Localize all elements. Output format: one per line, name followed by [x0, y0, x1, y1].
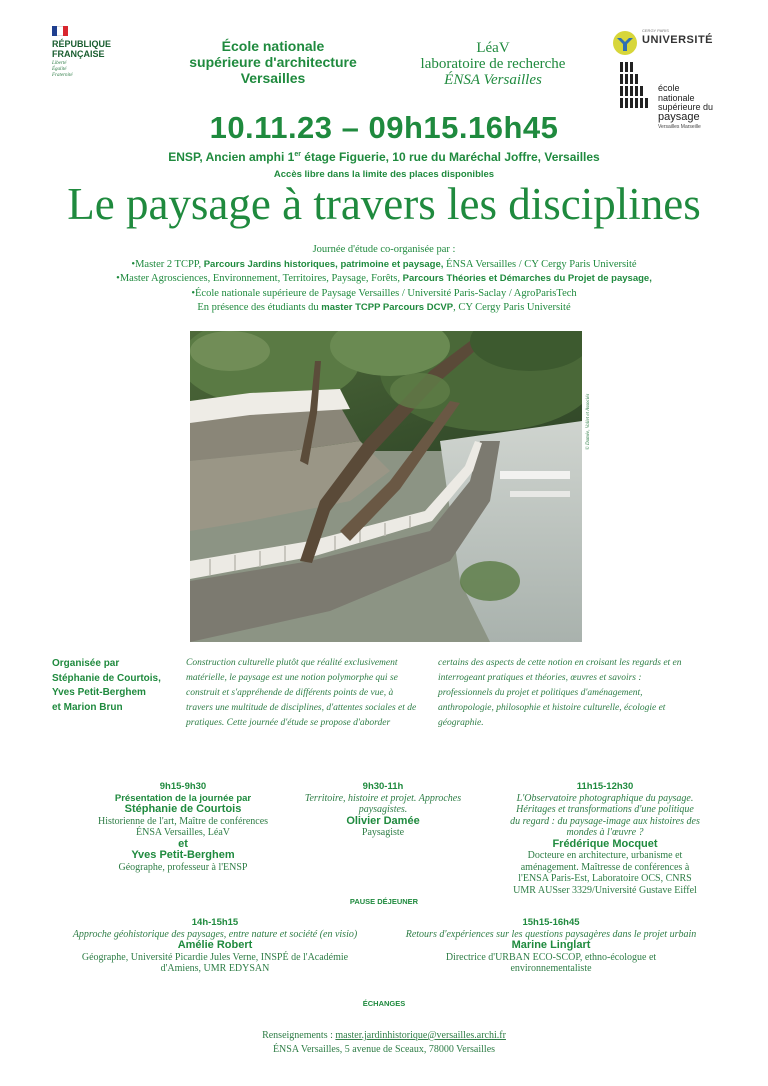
slot1-desc1b: ÉNSA Versailles, LéaV	[136, 827, 230, 838]
slot5-desc-b: environnementaliste	[510, 963, 592, 974]
cy-small-text: CERGY PARIS	[642, 28, 669, 33]
slot3-desc-d: UMR AUSser 3329/Université Gustave Eiffel	[513, 884, 697, 896]
footer	[0, 1029, 768, 1056]
slot5-title: Retours d'expériences sur les questions paysagères dans le projet urbain	[405, 928, 697, 940]
cy-logo-icon	[612, 30, 638, 56]
event-title: Le paysage à travers les disciplines	[67, 179, 701, 229]
slot1-desc2: Géographe, professeur à l'ENSP	[118, 861, 248, 873]
slot5-desc-a: Directrice d'URBAN ECO-SCOP, ethno-écologue et	[445, 951, 657, 963]
slot3-title-d: mondes à l'œuvre ?	[566, 827, 644, 838]
org-l1-a: •Master 2 TCPP,	[131, 258, 204, 270]
cy-name: UNIVERSITÉ	[642, 34, 714, 46]
republique-francaise-logo	[52, 26, 132, 79]
program-slot-3	[490, 781, 720, 896]
rf-motto-line3: Fraternité	[52, 73, 73, 78]
leav-line1: LéaV	[476, 40, 510, 56]
ensp-line1: école	[658, 83, 680, 93]
slot1-desc1a: Historienne de l'art, Maître de conférences	[97, 815, 269, 827]
slot2-title-a: Territoire, histoire et projet. Approches	[304, 792, 462, 804]
slot3-title-a: L'Observatoire photographique du paysage.	[516, 792, 694, 804]
ensa-line3: Versailles	[240, 70, 306, 86]
slot3-desc-b: aménagement. Maîtresse de conférences à	[520, 861, 690, 873]
contact-email-link[interactable]: master.jardinhistorique@versailles.archi.fr	[335, 1030, 506, 1041]
slot3-speaker: Frédérique Mocquet	[552, 837, 658, 850]
slot3-title-c: du regard : du paysage-image aux histoires des	[510, 815, 700, 827]
org-l1-b: Parcours Jardins historiques, patrimoine et paysage,	[203, 258, 444, 270]
slot1-head: Présentation de la journée par	[114, 792, 252, 804]
venue-post: étage Figuerie, 10 rue du Maréchal Joffre, Versailles	[300, 150, 600, 164]
organisers-line1: Organisée par	[52, 658, 120, 669]
rf-title-line2: FRANÇAISE	[52, 49, 105, 59]
slot2-time: 9h30-11h	[362, 781, 404, 792]
ensp-sub: Versailles Marseille	[658, 124, 701, 130]
venue-pre: ENSP, Ancien amphi 1	[168, 150, 295, 164]
organisers-line4: et Marion Brun	[52, 701, 123, 713]
event-venue	[0, 150, 768, 164]
ensa-line2: supérieure d'architecture	[189, 54, 357, 70]
lunch-break: PAUSE DÉJEUNER	[349, 897, 419, 906]
description-col1: Construction culturelle plutôt que réalité exclusivement matérielle, le paysage est une notion polymorphe qui se construit et s'appréhende de différents points de vue, à travers une multitude de disciplines, d'attentes sociales et de pratiques. Cette journée d'étude se propose d'aborder	[186, 658, 417, 728]
footer-contact	[0, 1029, 768, 1043]
slot5-time: 15h15-16h45	[522, 917, 580, 928]
rf-title-line1: RÉPUBLIQUE	[52, 39, 112, 49]
org-l1-c: ÉNSA Versailles / CY Cergy Paris Université	[443, 258, 637, 270]
ensa-line1: École nationale	[221, 38, 325, 54]
slot3-desc-c: l'ENSA Paris-Est, Laboratoire OCS, CNRS	[518, 873, 692, 884]
organisers	[52, 657, 182, 715]
slot3-time: 11h15-12h30	[576, 781, 634, 792]
slot3-title-b: Héritages et transformations d'une politique	[516, 804, 694, 815]
ensa-versailles-name	[178, 38, 368, 86]
slot4-title: Approche géohistorique des paysages, entre nature et société (en visio)	[72, 928, 358, 940]
org-l2-a: •Master Agrosciences, Environnement, Territoires, Paysage, Forêts,	[116, 273, 403, 284]
leav-line2: laboratoire de recherche	[420, 56, 566, 72]
ensp-line3: supérieure du	[658, 102, 714, 112]
event-date: 10.11.23 – 09h15.16h45	[209, 110, 559, 145]
leav-lab-name	[398, 40, 588, 88]
slot4-time: 14h-15h15	[191, 917, 239, 928]
slot3-desc-a: Docteure en architecture, urbanisme et	[527, 850, 683, 861]
slot1-speaker1: Stéphanie de Courtois	[124, 803, 242, 815]
org-line3: •École nationale supérieure de Paysage Versailles / Université Paris-Saclay / AgroParisTech	[191, 287, 577, 299]
ensp-line4: paysage	[658, 110, 700, 123]
org-l2-b: Parcours Théories et Démarches du Projet de paysage,	[402, 273, 652, 284]
org-l4-c: , CY Cergy Paris Université	[453, 302, 571, 313]
slot2-desc: Paysagiste	[361, 827, 405, 838]
org-intro: Journée d'étude co-organisée par :	[312, 244, 456, 255]
slot4-desc-a: Géographe, Université Picardie Jules Verne, INSPÉ de l'Académie	[81, 951, 349, 963]
org-line1	[0, 258, 768, 273]
rf-motto-line2: Égalité	[52, 67, 67, 72]
landscape-photo	[190, 331, 582, 642]
slot1-time: 9h15-9h30	[159, 781, 207, 792]
photo-credit: © Damée, Vallet et Associés	[586, 393, 591, 450]
french-flag-icon	[52, 26, 68, 36]
echanges: ÉCHANGES	[362, 999, 406, 1008]
org-line4	[0, 301, 768, 316]
event-access: Accès libre dans la limite des places disponibles	[273, 169, 495, 180]
footer-label: Renseignements :	[262, 1030, 336, 1041]
slot2-speaker: Olivier Damée	[346, 814, 420, 827]
leav-line3: ÉNSA Versailles	[444, 72, 542, 88]
org-l4-a: En présence des étudiants du	[197, 302, 322, 313]
photo-illustration	[190, 331, 582, 642]
rf-motto	[52, 61, 132, 79]
ensp-line2: nationale	[658, 92, 695, 103]
slot1-speaker2: Yves Petit-Berghem	[131, 849, 235, 861]
organisers-line2: Stéphanie de Courtois,	[52, 672, 161, 684]
footer-address: ÉNSA Versailles, 5 avenue de Sceaux, 78000 Versailles	[272, 1043, 496, 1055]
slot2-title-b: paysagistes.	[358, 804, 408, 815]
co-organisers	[0, 243, 768, 316]
program-slot-4	[50, 917, 380, 975]
cy-universite-logo	[612, 30, 722, 58]
slot4-desc-b: d'Amiens, UMR EDYSAN	[160, 963, 270, 974]
rf-motto-line1: Liberté	[52, 61, 67, 66]
organisers-line3: Yves Petit-Berghem	[52, 687, 146, 698]
program-slot-1	[78, 781, 288, 873]
slot5-speaker: Marine Linglart	[511, 939, 591, 951]
slot4-speaker: Amélie Robert	[177, 939, 253, 951]
org-line2	[0, 272, 768, 287]
org-l4-b: master TCPP Parcours DCVP	[321, 302, 454, 313]
ensp-bars-icon	[620, 62, 652, 108]
program-slot-5	[384, 917, 718, 975]
slot1-et: et	[178, 837, 188, 850]
program-slot-2	[288, 781, 478, 839]
venue-sup: er	[294, 151, 301, 158]
description-col2: certains des aspects de cette notion en croisant les regards et en interrogeant pratiques et théories, œuvres et savoirs : professionnels du projet et politiques d'aménagement, anthropologie, philosophie et histoire culturelle, écologie et géographie.	[438, 658, 682, 728]
